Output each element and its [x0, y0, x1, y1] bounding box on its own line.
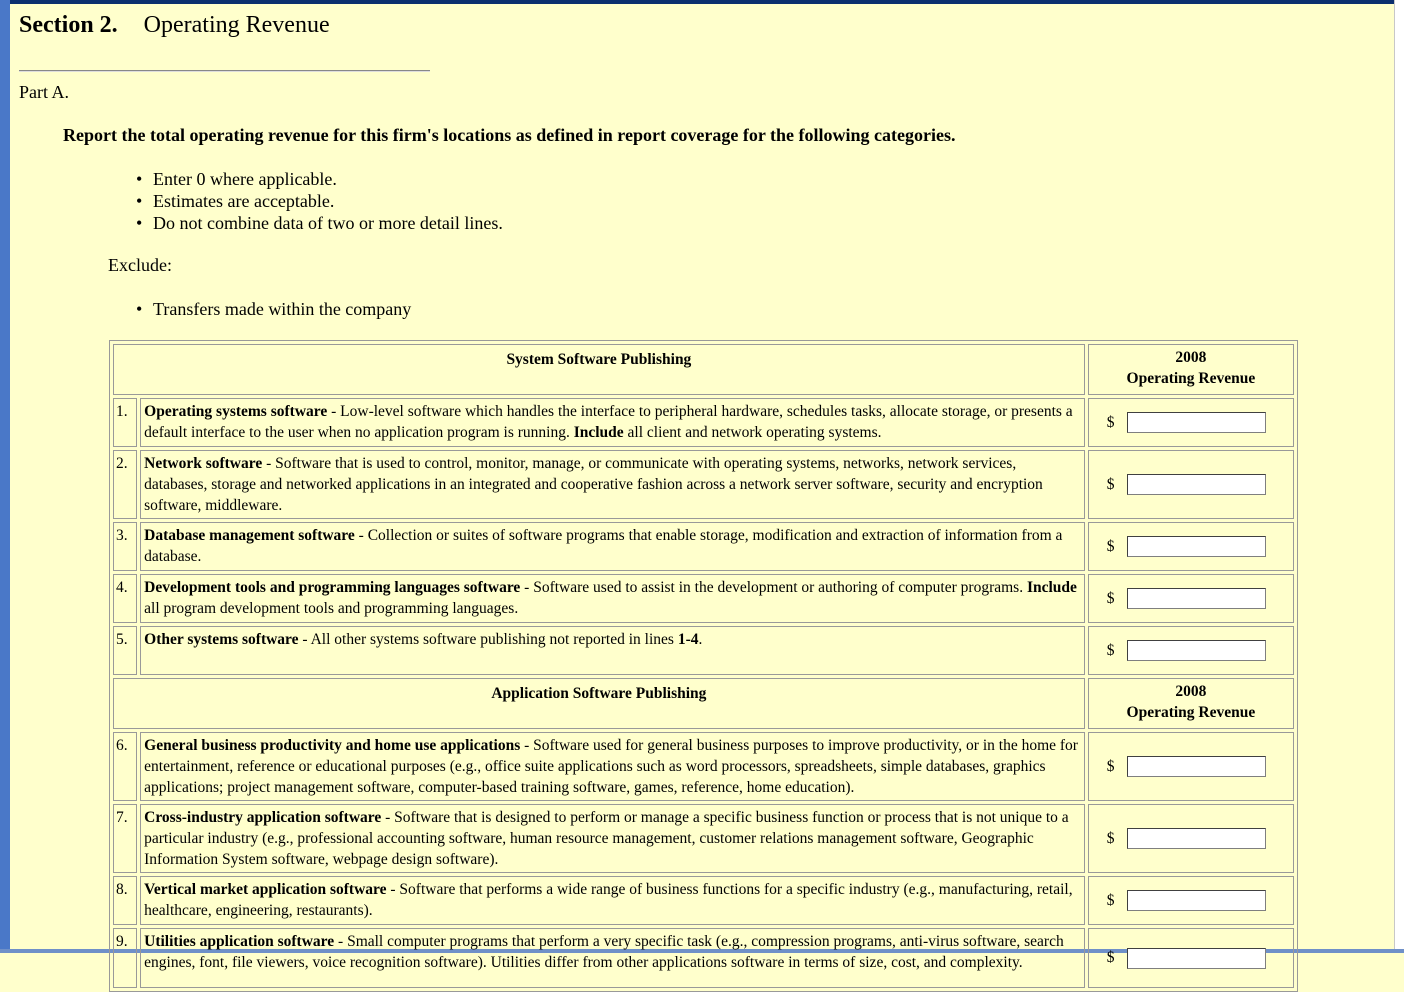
line-item-text: - Small computer programs that perform a very specific task (e.g., compression programs, anti-virus software, search engines, font, file viewers, voice recognition software). Utilities differ from other applications software in terms of size, cost, and complexity.: [144, 933, 1064, 971]
revenue-input[interactable]: [1127, 948, 1266, 969]
line-number: 8.: [113, 876, 137, 925]
line-item-description: [140, 804, 1085, 873]
line-number: 6.: [113, 732, 137, 801]
group-header-row: [113, 344, 1294, 395]
exclude-list: [136, 298, 411, 320]
table-row: [113, 876, 1294, 925]
line-item-emphasis: Include: [573, 424, 624, 441]
amount-cell: [1088, 522, 1294, 571]
line-number: 1.: [113, 398, 137, 447]
line-item-description: [140, 876, 1085, 925]
line-number: 9.: [113, 928, 137, 988]
dollar-sign: $: [1106, 537, 1115, 555]
line-number: 5.: [113, 626, 137, 675]
group-header-row: [113, 678, 1294, 729]
amount-cell: [1088, 804, 1294, 873]
table-row: [113, 522, 1294, 571]
line-number: 2.: [113, 450, 137, 519]
table-row: [113, 928, 1294, 988]
line-number: 4.: [113, 574, 137, 623]
line-item-text: - Low-level software which handles the interface to peripheral hardware, schedules tasks, allocate storage, or presents a default interface to the user when no application program is running.: [144, 403, 1073, 441]
dollar-sign: $: [1106, 589, 1115, 607]
line-item-term: Utilities application software: [144, 933, 335, 950]
amount-cell: [1088, 626, 1294, 675]
line-item-text: .: [698, 631, 703, 648]
line-item-description: [140, 522, 1085, 571]
group-title: Application Software Publishing: [113, 678, 1085, 729]
table-row: [113, 574, 1294, 623]
line-item-description: [140, 928, 1085, 988]
table-row: [113, 626, 1294, 675]
revenue-column-header: [1088, 344, 1294, 395]
amount-cell: [1088, 574, 1294, 623]
dollar-sign: $: [1106, 891, 1115, 909]
form-page: [10, 4, 1394, 971]
line-item-term: Vertical market application software: [144, 881, 387, 898]
column-label: Operating Revenue: [1126, 370, 1256, 387]
revenue-input[interactable]: [1127, 474, 1266, 495]
line-item-text: - Software used for general business purposes to improve productivity, or in the home for entertainment, reference or educational purposes (e.g., office suite applications such as word processors, spreadsheets, simple databases, graphics applications; project management software, computer-based training software, games, reference, home education).: [144, 737, 1078, 796]
section-heading: [19, 12, 330, 39]
dollar-sign: $: [1106, 641, 1115, 659]
column-year: 2008: [1175, 349, 1207, 366]
dollar-sign: $: [1106, 829, 1115, 847]
group-title: System Software Publishing: [113, 344, 1085, 395]
line-item-description: [140, 450, 1085, 519]
table-row: [113, 804, 1294, 873]
line-item-term: General business productivity and home use applications: [144, 737, 521, 754]
dollar-sign: $: [1106, 949, 1115, 967]
revenue-input[interactable]: [1127, 412, 1266, 433]
table-row: [113, 450, 1294, 519]
window-left-border: [0, 0, 10, 953]
vertical-scrollbar-track[interactable]: [1394, 0, 1404, 953]
instruction-item: • Estimates are acceptable.: [136, 190, 503, 212]
table-row: [113, 732, 1294, 801]
intro-instruction: Report the total operating revenue for this firm's locations as defined in report coverage for the following categories.: [63, 125, 956, 145]
revenue-input[interactable]: [1127, 536, 1266, 557]
table-row: [113, 398, 1294, 447]
dollar-sign: $: [1106, 475, 1115, 493]
revenue-table: [109, 340, 1298, 992]
section-title: Operating Revenue: [143, 12, 330, 38]
line-item-description: [140, 574, 1085, 623]
line-item-term: Development tools and programming languages software: [144, 579, 521, 596]
line-item-term: Network software: [144, 455, 263, 472]
line-item-description: [140, 732, 1085, 801]
amount-cell: [1088, 732, 1294, 801]
instruction-list: [136, 168, 503, 234]
line-item-description: [140, 398, 1085, 447]
line-item-term: Other systems software: [144, 631, 299, 648]
amount-cell: [1088, 928, 1294, 988]
column-label: Operating Revenue: [1126, 704, 1256, 721]
revenue-input[interactable]: [1127, 828, 1266, 849]
line-item-term: Operating systems software: [144, 403, 328, 420]
revenue-input[interactable]: [1127, 640, 1266, 661]
revenue-input[interactable]: [1127, 588, 1266, 609]
exclude-label: Exclude:: [108, 255, 172, 275]
exclude-item: • Transfers made within the company: [136, 298, 411, 320]
line-number: 7.: [113, 804, 137, 873]
line-item-emphasis: Include: [1026, 579, 1077, 596]
line-item-text: all client and network operating systems.: [623, 424, 882, 441]
amount-cell: [1088, 450, 1294, 519]
amount-cell: [1088, 398, 1294, 447]
line-item-text: all program development tools and programming languages.: [144, 600, 519, 617]
section-number: Section 2.: [19, 12, 118, 38]
line-item-text: - Software that is designed to perform or manage a specific business function or process that is not unique to a particular industry (e.g., professional accounting software, human resource management, customer relations management software, Geographic Information System software, webpage design software).: [144, 809, 1069, 868]
dollar-sign: $: [1106, 413, 1115, 431]
column-year: 2008: [1175, 683, 1207, 700]
line-number: 3.: [113, 522, 137, 571]
revenue-input[interactable]: [1127, 756, 1266, 777]
line-item-text: - Software that performs a wide range of business functions for a specific industry (e.g., manufacturing, retail, healthcare, engineering, restaurants).: [144, 881, 1073, 919]
line-item-term: Database management software: [144, 527, 355, 544]
line-item-text: - Software that is used to control, monitor, manage, or communicate with operating systems, networks, network services, databases, storage and networked applications in an integrated and cooperative fashion across a network server software, security and encryption software, middleware.: [144, 455, 1043, 514]
revenue-input[interactable]: [1127, 890, 1266, 911]
line-item-description: [140, 626, 1085, 675]
line-item-term: Cross-industry application software: [144, 809, 382, 826]
part-label: Part A.: [19, 82, 70, 102]
line-item-emphasis: 1-4: [677, 631, 699, 648]
instruction-item: • Do not combine data of two or more detail lines.: [136, 212, 503, 234]
line-item-text: - Software used to assist in the development or authoring of computer programs.: [520, 579, 1027, 596]
revenue-column-header: [1088, 678, 1294, 729]
dollar-sign: $: [1106, 757, 1115, 775]
instruction-item: • Enter 0 where applicable.: [136, 168, 503, 190]
amount-cell: [1088, 876, 1294, 925]
line-item-text: - All other systems software publishing not reported in lines: [298, 631, 678, 648]
section-divider: [19, 70, 430, 72]
line-item-text: - Collection or suites of software programs that enable storage, modification and extraction of information from a database.: [144, 527, 1063, 565]
